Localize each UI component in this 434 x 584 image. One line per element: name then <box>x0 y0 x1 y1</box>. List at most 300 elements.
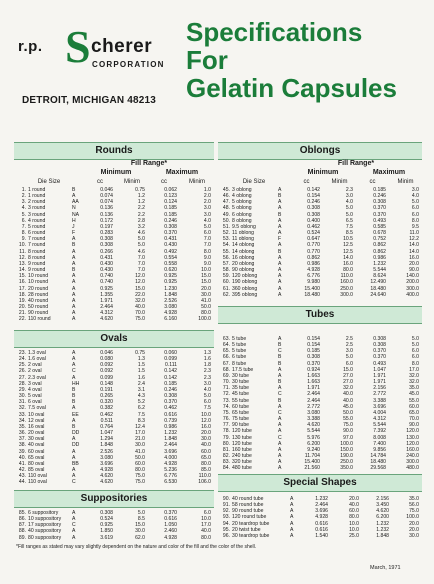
die-letter: BB <box>72 460 79 467</box>
min-cc: 0.308 <box>307 211 320 218</box>
row-number: 10. <box>18 242 26 249</box>
min-minim: 80.0 <box>343 267 353 274</box>
max-cc: 18.480 <box>370 459 386 466</box>
min-cc: 0.308 <box>307 205 320 212</box>
min-minim: 8.3 <box>137 417 145 424</box>
suppositories-table <box>14 510 214 541</box>
min-minim: 12.5 <box>343 248 353 255</box>
max-minim: 6.0 <box>411 348 419 355</box>
max-cc: 1.047 <box>373 366 386 373</box>
rounds-die-size-header: Die Size <box>37 179 61 185</box>
logo-cherer-text: cherer <box>91 36 153 57</box>
min-cc: 0.862 <box>307 254 320 261</box>
min-cc: 1.663 <box>307 372 320 379</box>
min-cc: 0.740 <box>100 273 113 280</box>
max-minim: 300.0 <box>406 285 419 292</box>
die-letter: A <box>72 356 76 363</box>
suppositories-header: Suppositories <box>14 490 214 508</box>
die-size-name: 65 tube <box>232 409 249 416</box>
rounds-minim-max-header: Minim <box>189 179 205 185</box>
row-number: 2. <box>21 193 26 200</box>
min-minim: 40.0 <box>343 397 353 404</box>
min-minim: 75.0 <box>135 473 145 480</box>
max-minim: 30.0 <box>409 532 419 539</box>
die-letter: A <box>72 350 76 356</box>
max-cc: 5.544 <box>373 267 386 274</box>
die-letter: F <box>278 236 282 243</box>
die-size-name: 30 tube <box>232 372 249 379</box>
max-cc: 0.370 <box>164 399 177 406</box>
die-letter: A <box>278 440 282 447</box>
die-letter: B <box>72 399 76 406</box>
max-minim: 10.0 <box>201 516 211 523</box>
row-number: 61. <box>222 285 230 292</box>
min-minim: 7.0 <box>137 267 145 274</box>
max-minim: 35.0 <box>409 385 419 392</box>
row-number: 70. <box>222 379 230 386</box>
min-minim: 6.0 <box>345 360 353 367</box>
row-number: 29. <box>18 386 26 393</box>
min-cc: 1.355 <box>100 291 113 298</box>
min-cc: 1.232 <box>315 496 328 502</box>
die-size-name: 8 round <box>28 248 46 255</box>
max-minim: 6.0 <box>411 354 419 361</box>
max-minim: 60.0 <box>409 403 419 410</box>
oblongs-fill-range: Fill Range* <box>337 160 375 167</box>
min-cc: 0.647 <box>307 236 320 243</box>
min-minim: 2.2 <box>137 211 145 218</box>
die-letter: DD <box>72 430 80 437</box>
die-letter: A <box>72 193 76 200</box>
max-minim: 8.0 <box>203 248 211 255</box>
die-size-name: 11 oblong <box>232 236 254 243</box>
row-number: 16. <box>18 279 26 286</box>
min-cc: 2.526 <box>100 448 113 455</box>
tubes-header: Tubes <box>218 306 422 324</box>
oblongs-header: Oblongs <box>218 142 422 160</box>
min-minim: 27.0 <box>343 372 353 379</box>
max-minim: 106.0 <box>198 479 211 486</box>
min-minim: 7.5 <box>137 411 145 418</box>
max-minim: 90.0 <box>409 267 419 274</box>
min-minim: 0.75 <box>135 350 145 356</box>
die-size-name: 10 oval <box>28 411 45 418</box>
oblongs-die-size-header: Die Size <box>242 179 266 185</box>
max-cc: 0.986 <box>373 254 386 261</box>
max-cc: 2.526 <box>164 297 177 304</box>
max-minim: 32.0 <box>409 379 419 386</box>
min-cc: 9.240 <box>307 446 320 453</box>
min-minim: 6.5 <box>345 217 353 224</box>
die-size-name: 14 oblong <box>232 248 255 255</box>
min-minim: 80.0 <box>349 514 359 521</box>
die-letter: A <box>278 366 282 373</box>
min-cc: 1.540 <box>315 532 328 539</box>
min-cc: 0.382 <box>100 405 113 412</box>
min-cc: 0.462 <box>100 411 113 418</box>
row-number: 92. <box>222 508 230 515</box>
min-minim: 2.5 <box>345 342 353 349</box>
min-minim: 97.0 <box>343 434 353 441</box>
die-size-name: 65 oval <box>28 454 45 461</box>
min-minim: 100.0 <box>340 440 353 447</box>
min-minim: 150.0 <box>340 446 353 453</box>
min-cc: 0.370 <box>307 360 320 367</box>
title-line-3: Gelatin Capsules <box>186 73 397 103</box>
max-cc: 2.156 <box>376 496 389 502</box>
max-cc: 1.232 <box>376 520 389 527</box>
max-minim: 16.0 <box>201 423 211 430</box>
row-number: 52. <box>222 230 230 237</box>
max-cc: 0.142 <box>164 374 177 381</box>
die-size-name: 120 tube <box>232 428 252 435</box>
max-cc: 0.370 <box>164 510 177 516</box>
die-size-name: 7 round <box>28 242 46 249</box>
max-cc: 3.450 <box>376 502 389 509</box>
max-cc: 1.848 <box>164 291 177 298</box>
die-letter: A <box>278 422 282 429</box>
oblongs-minim-max-header: Minim <box>397 179 414 185</box>
row-number: 41. <box>18 460 26 467</box>
max-cc: 0.616 <box>164 516 177 523</box>
max-minim: 5.0 <box>411 336 419 342</box>
min-minim: 3.0 <box>345 193 353 200</box>
max-cc: 0.986 <box>164 423 177 430</box>
max-minim: 7.0 <box>203 242 211 249</box>
die-size-name: 11 oblong <box>232 230 254 237</box>
max-minim: 3.0 <box>411 187 419 193</box>
min-cc: 0.283 <box>100 230 113 237</box>
die-letter: A <box>72 528 76 535</box>
min-minim: 50.0 <box>343 409 353 416</box>
die-size-name: 40 round <box>28 297 49 304</box>
max-minim: 60.0 <box>201 448 211 455</box>
min-minim: 60.0 <box>349 508 359 515</box>
die-letter: B <box>278 354 282 361</box>
max-minim: 40.0 <box>201 528 211 535</box>
die-size-name: 6 oval <box>28 399 42 406</box>
min-cc: 0.616 <box>315 526 328 533</box>
row-number: 91. <box>222 502 230 509</box>
max-minim: 70.0 <box>409 416 419 423</box>
min-cc: 0.136 <box>100 211 113 218</box>
row-number: 48. <box>222 205 230 212</box>
max-cc: 12.490 <box>370 279 386 286</box>
die-letter: A <box>278 260 282 267</box>
min-cc: 0.074 <box>100 199 113 206</box>
min-minim: 10.0 <box>349 526 359 533</box>
max-minim: 85.0 <box>201 466 211 473</box>
min-cc: 0.740 <box>100 279 113 286</box>
min-minim: 25.0 <box>349 532 359 539</box>
die-letter: A <box>290 526 294 533</box>
issue-date: March, 1971 <box>370 565 401 571</box>
row-number: 60. <box>222 279 230 286</box>
die-size-name: 90 tube <box>232 422 249 429</box>
die-letter: A <box>290 502 294 509</box>
die-size-name: 6 suppository <box>28 510 59 516</box>
min-cc: 1.971 <box>307 385 320 392</box>
row-number: 28. <box>18 380 26 387</box>
die-size-name: 130 tube <box>232 434 252 441</box>
min-cc: 0.308 <box>307 354 320 361</box>
row-number: 26. <box>18 368 26 375</box>
max-cc: 2.464 <box>164 442 177 449</box>
die-size-name: 55 tube <box>232 397 249 404</box>
min-minim: 10.5 <box>343 236 353 243</box>
min-cc: 0.191 <box>100 386 113 393</box>
max-minim: 15.0 <box>201 279 211 286</box>
max-cc: 0.620 <box>164 267 177 274</box>
row-number: 57. <box>222 260 230 267</box>
special-shapes-table <box>218 496 422 539</box>
die-letter: A <box>72 248 76 255</box>
min-minim: 8.5 <box>345 230 353 237</box>
min-minim: 5.0 <box>137 510 145 516</box>
die-letter: A <box>278 428 282 435</box>
die-size-name: 3 oblong <box>232 187 252 193</box>
row-number: 30. <box>18 393 26 400</box>
min-cc: 0.142 <box>307 187 320 193</box>
row-number: 18. <box>18 291 26 298</box>
row-number: 87. <box>18 522 26 529</box>
max-minim: 10.0 <box>201 411 211 418</box>
rounds-minimum: Minimum <box>100 169 132 176</box>
die-size-name: 8 oblong <box>232 217 252 224</box>
min-cc: 0.154 <box>307 336 320 342</box>
row-number: 88. <box>18 528 26 535</box>
die-letter: A <box>72 473 76 480</box>
die-size-name: 120 round tube <box>232 514 267 521</box>
min-cc: 1.294 <box>100 436 113 443</box>
row-number: 62. <box>222 291 230 298</box>
row-number: 38. <box>18 442 26 449</box>
die-size-name: 10 round <box>28 279 49 286</box>
max-cc: 4.620 <box>376 508 389 515</box>
max-minim: 35.0 <box>409 496 419 502</box>
rounds-cc-max-header: cc <box>161 179 167 185</box>
table-row <box>218 465 422 471</box>
min-minim: 2.4 <box>137 380 145 387</box>
min-cc: 2.464 <box>307 391 320 398</box>
row-number: 39. <box>18 448 26 455</box>
max-cc: 0.862 <box>373 248 386 255</box>
max-minim: 3.0 <box>203 205 211 212</box>
max-minim: 12.0 <box>201 417 211 424</box>
die-size-name: 2 round <box>28 199 46 206</box>
row-number: 77. <box>222 422 230 429</box>
die-size-name: 8 round <box>28 254 46 261</box>
die-letter: A <box>72 236 76 243</box>
die-letter: B <box>72 187 76 193</box>
max-cc: 0.616 <box>164 411 177 418</box>
min-minim: 41.0 <box>135 448 145 455</box>
die-size-name: 17 suppository <box>28 522 62 529</box>
oblongs-table <box>218 187 422 298</box>
max-cc: 14.784 <box>370 452 386 459</box>
min-cc: 1.848 <box>100 442 113 449</box>
max-cc: 6.776 <box>164 473 177 480</box>
die-size-name: 90 round <box>28 310 49 317</box>
rounds-minim-min-header: Minim <box>124 179 140 185</box>
die-size-name: 20 round <box>28 285 49 292</box>
max-minim: 1.3 <box>203 350 211 356</box>
max-cc: 0.185 <box>164 211 177 218</box>
table-row <box>14 535 214 541</box>
row-number: 37. <box>18 436 26 443</box>
min-minim: 40.0 <box>349 502 359 509</box>
row-number: 51. <box>222 223 230 230</box>
row-number: 17. <box>18 285 26 292</box>
row-number: 31. <box>18 399 26 406</box>
max-minim: 160.0 <box>406 446 419 453</box>
max-minim: 130.0 <box>406 434 419 441</box>
die-size-name: 7.5 oval <box>28 405 46 412</box>
max-minim: 4.0 <box>411 193 419 200</box>
max-cc: 0.308 <box>373 342 386 349</box>
max-minim: 120.0 <box>406 440 419 447</box>
die-letter: F <box>72 230 76 237</box>
logo-rp-text: r.p. <box>18 38 43 55</box>
die-size-name: 6 round <box>28 230 46 237</box>
die-size-name: 2.3 oval <box>28 374 46 381</box>
max-minim: 41.0 <box>201 297 211 304</box>
min-cc: 4.620 <box>100 479 113 486</box>
die-size-name: 17.5 tube <box>232 366 254 373</box>
min-cc: 3.696 <box>315 508 328 515</box>
max-cc: 8.008 <box>373 434 386 441</box>
max-cc: 6.160 <box>164 316 177 323</box>
die-size-name: 9.5 oblong <box>232 223 256 230</box>
max-minim: 65.0 <box>409 409 419 416</box>
logo-corporation-text: CORPORATION <box>92 60 165 69</box>
max-minim: 5.0 <box>203 393 211 400</box>
max-minim: 1.6 <box>203 356 211 363</box>
die-size-name: 6 oblong <box>232 211 252 218</box>
min-minim: 22.0 <box>135 291 145 298</box>
min-minim: 50.0 <box>135 454 145 461</box>
die-letter: A <box>72 448 76 455</box>
max-minim: 9.0 <box>203 260 211 267</box>
max-minim: 80.0 <box>201 310 211 317</box>
min-minim: 0.75 <box>135 187 145 193</box>
max-minim: 50.0 <box>201 303 211 310</box>
die-size-name: 60 oval <box>28 448 45 455</box>
row-number: 83. <box>222 459 230 466</box>
max-cc: 3.696 <box>373 403 386 410</box>
die-size-name: 20 teardrop tube <box>232 520 270 527</box>
row-number: 54. <box>222 242 230 249</box>
die-letter: B <box>72 267 76 274</box>
row-number: 25. <box>18 362 26 369</box>
die-size-name: 20 twist tube <box>232 526 261 533</box>
max-minim: 3.0 <box>203 380 211 387</box>
min-minim: 16.0 <box>343 260 353 267</box>
die-letter: A <box>278 205 282 212</box>
die-letter: A <box>278 187 282 193</box>
max-cc: 8.624 <box>373 273 386 280</box>
min-cc: 9.980 <box>307 279 320 286</box>
table-row <box>14 479 214 485</box>
die-size-name: 58 round tube <box>232 502 264 509</box>
die-letter: C <box>278 409 282 416</box>
die-size-name: 75 tube <box>232 416 249 423</box>
min-cc: 6.200 <box>307 440 320 447</box>
title-line-1: Specifications <box>186 17 363 47</box>
die-size-name: 120 tube <box>232 440 252 447</box>
max-minim: 65.0 <box>201 454 211 461</box>
max-minim: 16.0 <box>409 254 419 261</box>
rounds-table <box>14 187 214 322</box>
max-cc: 7.400 <box>373 440 386 447</box>
min-cc: 0.925 <box>100 285 113 292</box>
die-letter: A <box>290 496 294 502</box>
max-minim: 6.0 <box>203 510 211 516</box>
min-minim: 20.0 <box>349 496 359 502</box>
row-number: 1. <box>21 187 26 193</box>
max-cc: 29.568 <box>370 465 386 472</box>
min-minim: 2.3 <box>345 187 353 193</box>
min-minim: 5.0 <box>345 205 353 212</box>
min-cc: 0.148 <box>100 380 113 387</box>
min-cc: 0.172 <box>100 217 113 224</box>
die-letter: A <box>72 466 76 473</box>
row-number: 89. <box>18 534 26 541</box>
min-cc: 0.246 <box>307 199 320 206</box>
row-number: 59. <box>222 273 230 280</box>
max-minim: 1.0 <box>203 187 211 193</box>
max-cc: 0.370 <box>164 230 177 237</box>
min-cc: 2.464 <box>315 502 328 509</box>
max-cc: 1.050 <box>164 522 177 529</box>
row-number: 73. <box>222 397 230 404</box>
row-number: 14. <box>18 267 26 274</box>
max-minim: 6.0 <box>203 399 211 406</box>
row-number: 66. <box>222 354 230 361</box>
max-minim: 14.0 <box>409 248 419 255</box>
die-letter: C <box>72 479 76 486</box>
max-minim: 20.0 <box>409 520 419 527</box>
die-letter: J <box>72 223 75 230</box>
min-minim: 5.0 <box>345 211 353 218</box>
die-letter: B <box>278 342 282 349</box>
die-size-name: 40 oval <box>28 442 45 449</box>
ovals-header: Ovals <box>14 330 214 348</box>
min-cc: 0.400 <box>307 217 320 224</box>
row-number: 44. <box>18 479 26 486</box>
die-letter: A <box>278 273 282 280</box>
max-cc: 0.142 <box>164 368 177 375</box>
row-number: 47. <box>222 199 230 206</box>
max-cc: 1.971 <box>373 379 386 386</box>
die-size-name: 1 round <box>28 193 46 200</box>
die-letter: A <box>72 417 76 424</box>
row-number: 15. <box>18 273 26 280</box>
min-minim: 1.2 <box>137 193 145 200</box>
die-size-name: 9 round <box>28 260 46 267</box>
min-minim: 7.0 <box>137 260 145 267</box>
min-minim: 250.0 <box>340 285 353 292</box>
row-number: 76. <box>222 416 230 423</box>
min-minim: 4.6 <box>137 248 145 255</box>
max-minim: 20.0 <box>201 285 211 292</box>
die-size-name: 1 round <box>28 187 46 193</box>
min-minim: 1.5 <box>137 368 145 375</box>
die-letter: A <box>278 452 282 459</box>
max-minim: 240.0 <box>406 452 419 459</box>
min-minim: 300.0 <box>340 291 353 298</box>
max-cc: 0.308 <box>373 336 386 342</box>
